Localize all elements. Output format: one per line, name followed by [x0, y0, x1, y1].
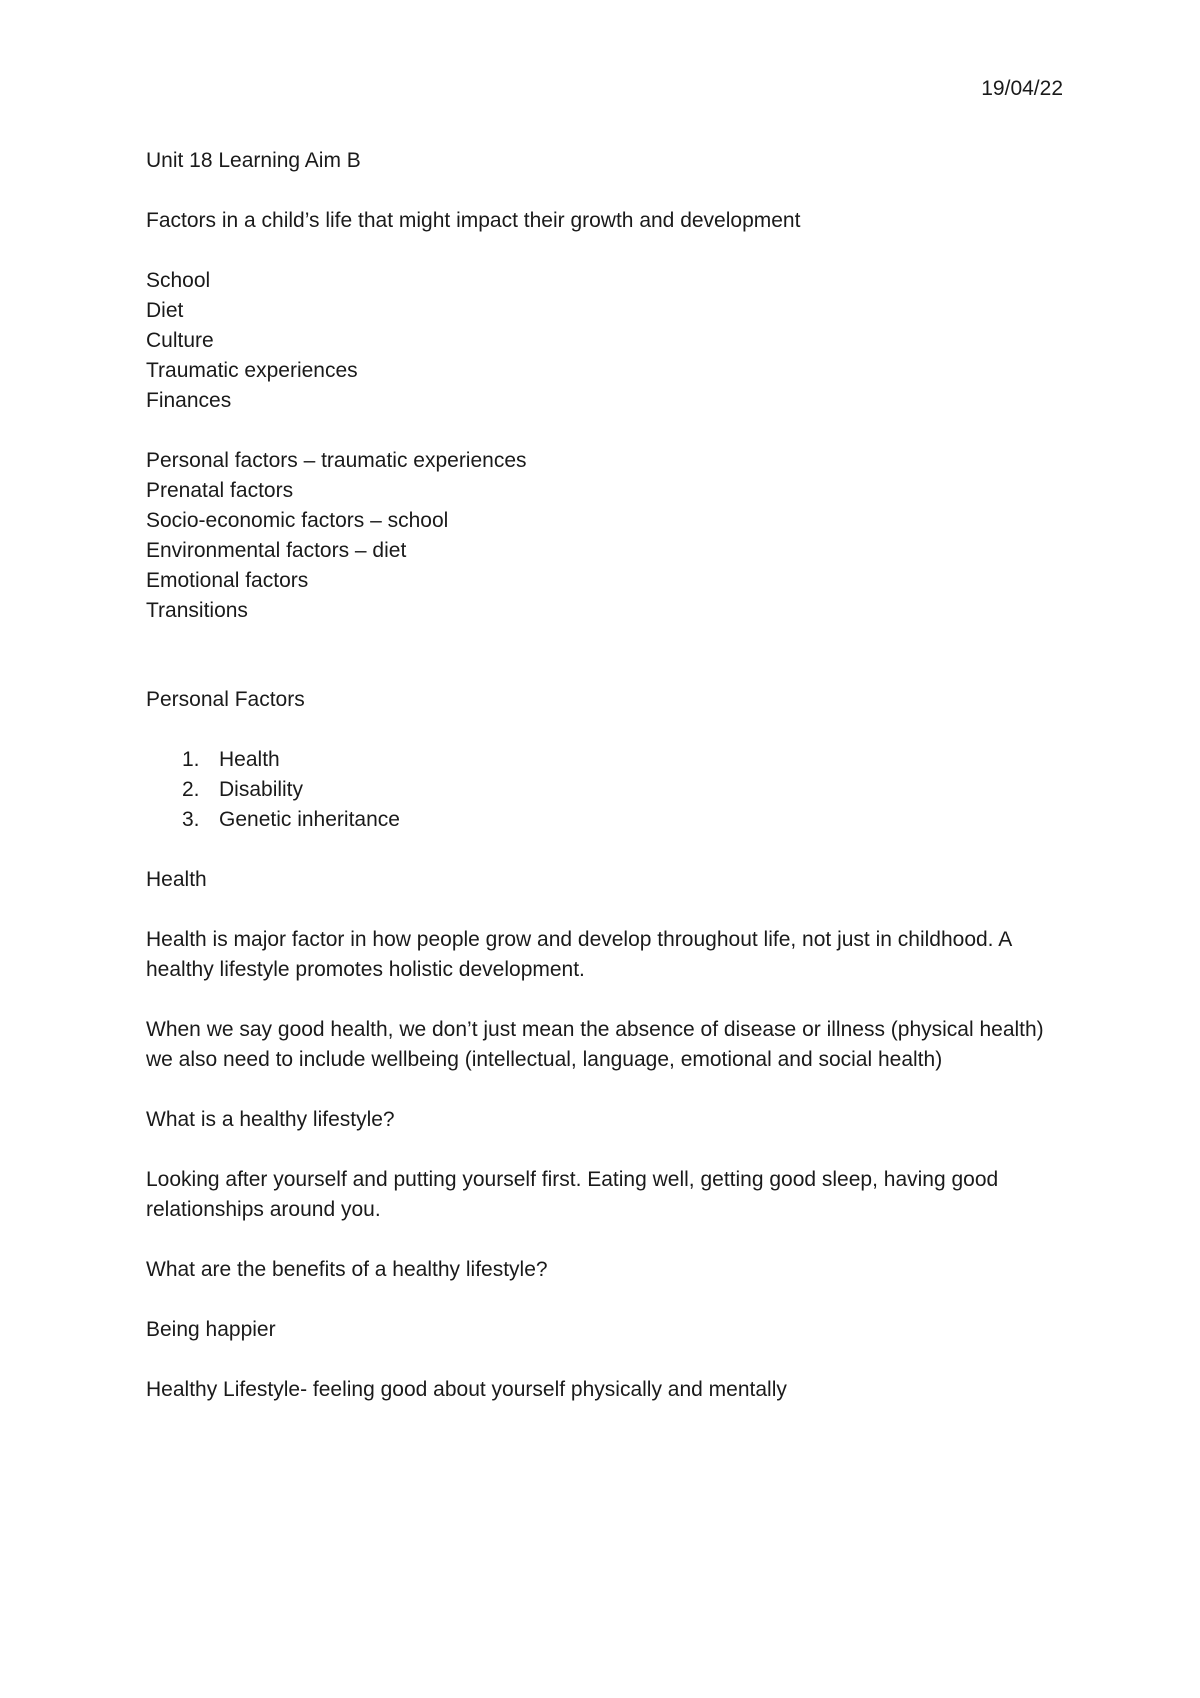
list-item: Environmental factors – diet — [146, 539, 407, 562]
list-item — [146, 805, 1066, 835]
paragraph: Health is major factor in how people grow and develop throughout life, not just in childhood. A healthy lifestyle promotes holistic development. — [146, 928, 1012, 981]
list-item: Emotional factors — [146, 569, 309, 592]
definition: Healthy Lifestyle- feeling good about yourself physically and mentally — [146, 1378, 787, 1401]
list-item: Personal factors – traumatic experiences — [146, 449, 527, 472]
list-item: Socio-economic factors – school — [146, 509, 449, 532]
list-text: Health — [219, 748, 280, 771]
personal-factors-list — [146, 745, 1066, 835]
section-heading: Personal Factors — [146, 688, 305, 711]
list-item: Diet — [146, 299, 184, 322]
list-text: Genetic inheritance — [219, 808, 400, 831]
categories-list — [146, 446, 1066, 626]
document-body — [146, 146, 1066, 1405]
list-item: School — [146, 269, 211, 292]
paragraph: When we say good health, we don’t just mean the absence of disease or illness (physical health) we also need to include wellbeing (intellectual, language, emotional and social health) — [146, 1018, 1044, 1071]
factors-list — [146, 266, 1066, 416]
list-item — [146, 745, 1066, 775]
question: What are the benefits of a healthy lifestyle? — [146, 1258, 548, 1281]
list-number: 1. — [182, 748, 200, 771]
section-heading: Health — [146, 868, 207, 891]
list-text: Disability — [219, 778, 304, 801]
list-item: Transitions — [146, 599, 248, 622]
document-title: Unit 18 Learning Aim B — [146, 149, 361, 172]
list-item: Culture — [146, 329, 214, 352]
list-item — [146, 775, 1066, 805]
answer: Being happier — [146, 1318, 276, 1341]
list-item: Finances — [146, 389, 232, 412]
list-number: 2. — [182, 778, 200, 801]
answer: Looking after yourself and putting yourself first. Eating well, getting good sleep, having good relationships around you. — [146, 1168, 999, 1221]
question: What is a healthy lifestyle? — [146, 1108, 395, 1131]
list-item: Traumatic experiences — [146, 359, 358, 382]
list-item: Prenatal factors — [146, 479, 294, 502]
list-number: 3. — [182, 808, 200, 831]
document-subtitle: Factors in a child’s life that might impact their growth and development — [146, 209, 801, 232]
date: 19/04/22 — [981, 77, 1063, 100]
